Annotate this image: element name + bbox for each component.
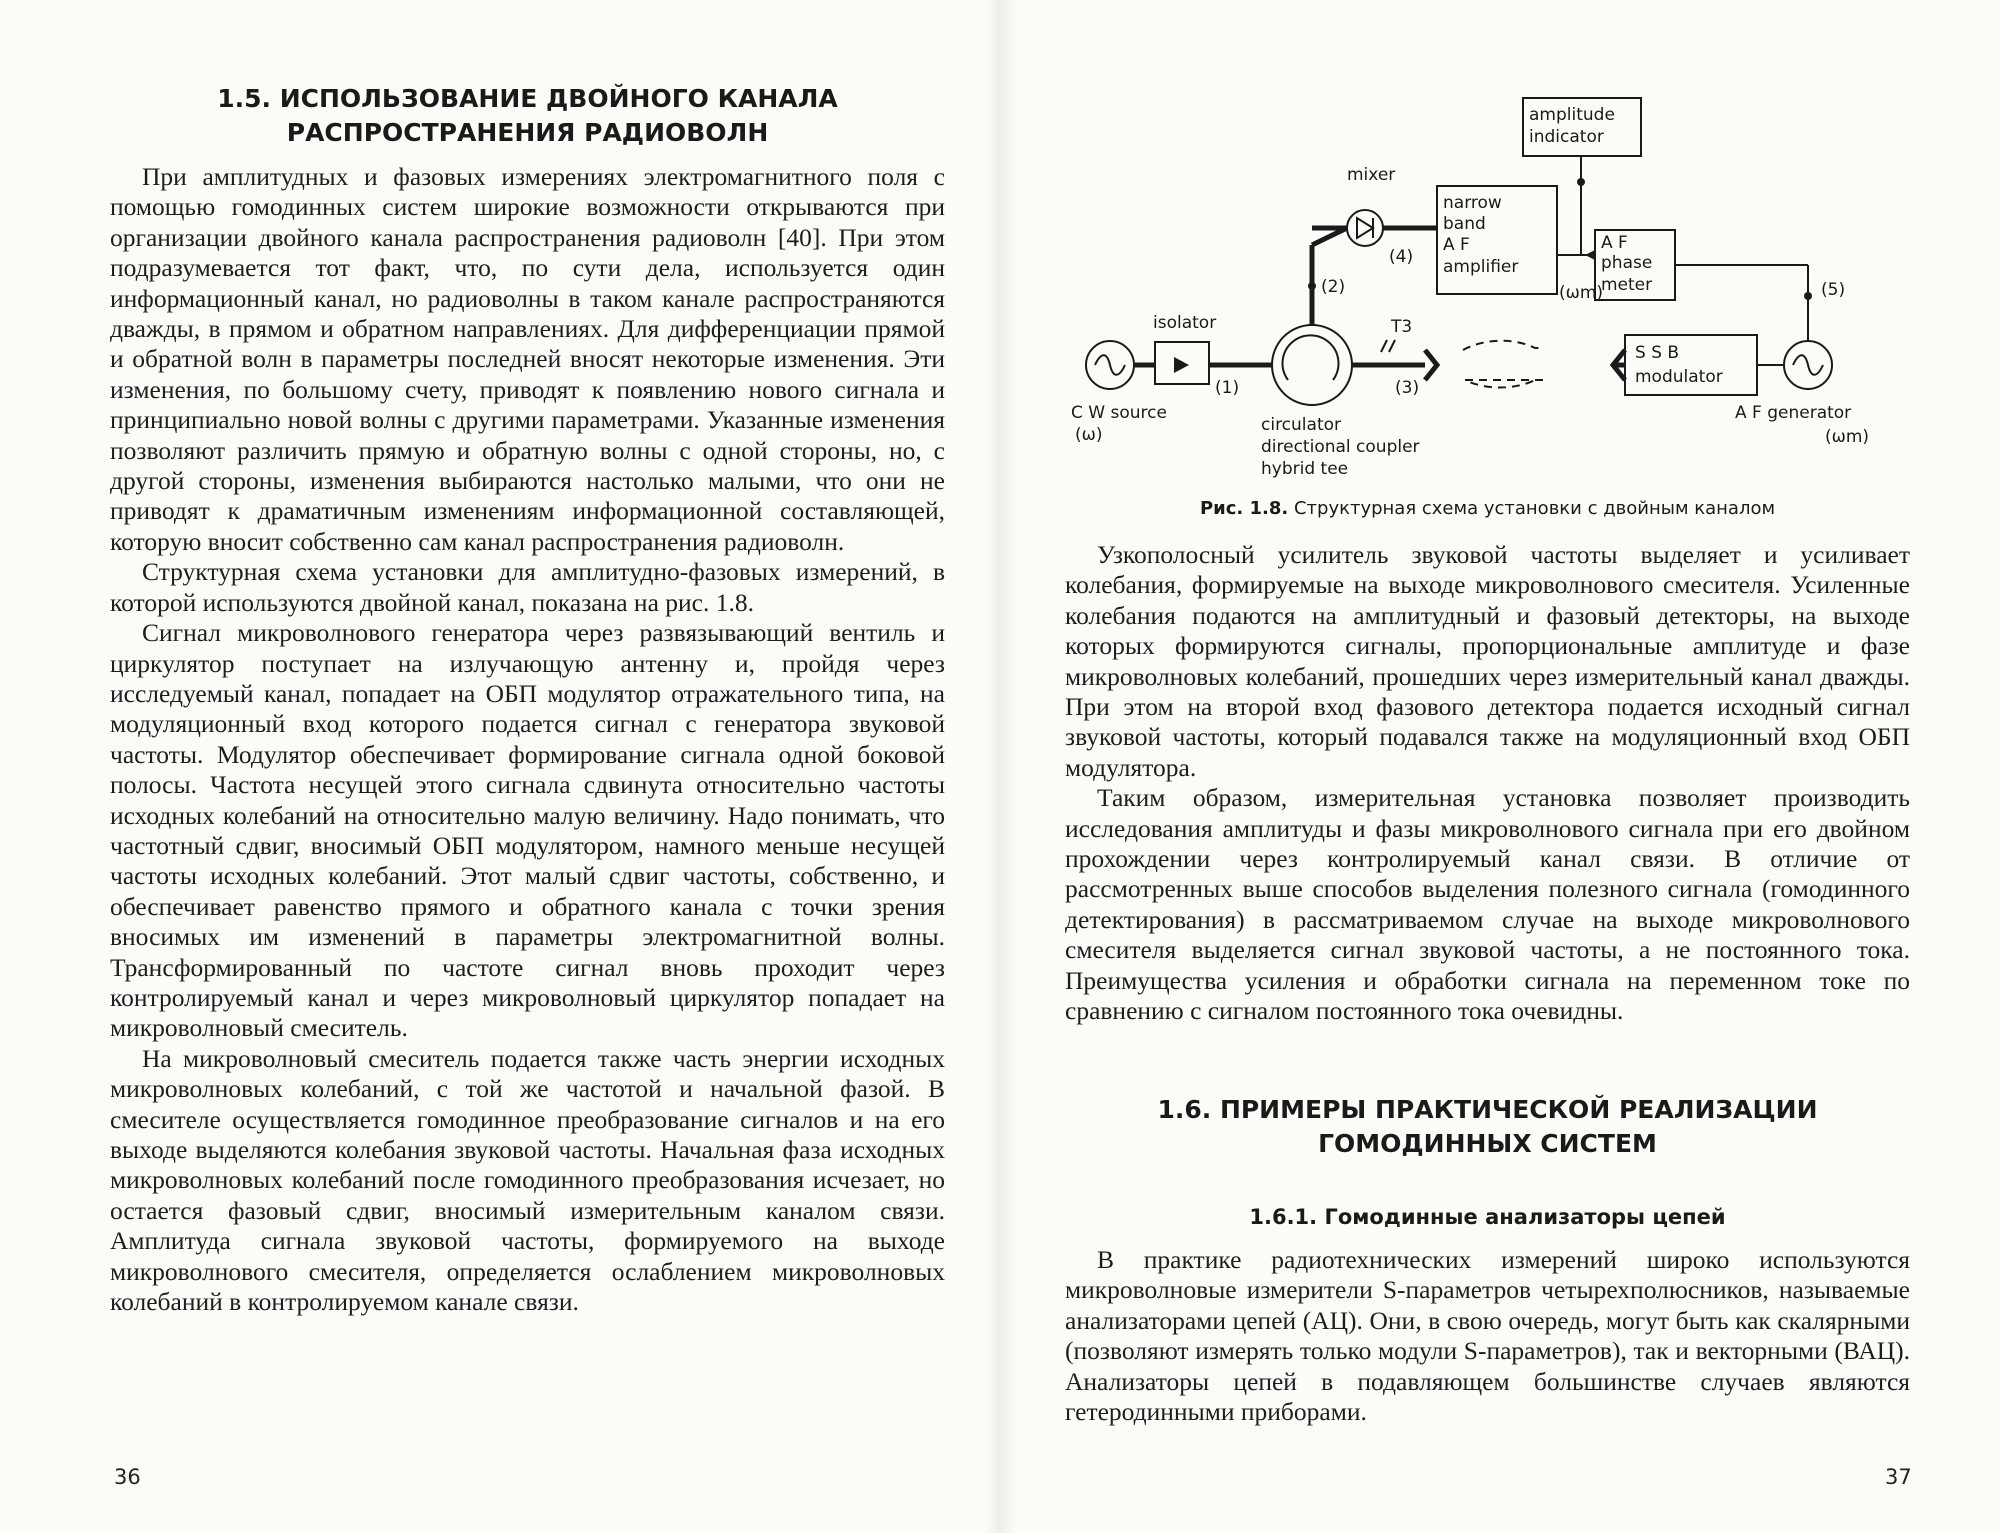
circulator-label-3: hybrid tee — [1261, 459, 1349, 479]
phase-meter-label-1: A F — [1601, 233, 1628, 253]
af-generator-freq-label: (ωm) — [1825, 427, 1870, 447]
paragraph: На микроволновый смеситель подается также часть энергии исходных микроволновых колебаний, с той же частотой и начальной фазой. В смесителе осуществляется гомодинное преобразование сигналов и на его выходе выделяются колебания звуковой частоты. Начальная фаза исходных микроволновых колебаний после гомодинного преобразования исчезает, но остается фазовый сдвиг, вносимый измерительным каналом связи. Амплитуда сигнала звуковой частоты, формируемого на выходе микроволнового смесителя, определяется ослаблением микроволновых колебаний в контролируемом канале связи. — [110, 1043, 945, 1317]
section-heading-1-5: 1.5. ИСПОЛЬЗОВАНИЕ ДВОЙНОГО КАНАЛА РАСПРОСТРАНЕНИЯ РАДИОВОЛН — [217, 84, 838, 147]
section-heading-1-6: 1.6. ПРИМЕРЫ ПРАКТИЧЕСКОЙ РЕАЛИЗАЦИИ ГОМОДИННЫХ СИСТЕМ — [1157, 1095, 1818, 1158]
paragraph: Сигнал микроволнового генератора через развязывающий вентиль и циркулятор поступает на излучающую антенну и, пройдя через исследуемый канал, попадает на ОБП модулятор отражательного типа, на модуляционный вход которого подается сигнал с генератора звуковой частоты. Модулятор обеспечивает формирование сигнала одной боковой полосы. Частота несущей этого сигнала сдвинута относительно частоты исходных колебаний на относительно малую величину. Надо понимать, что частотный сдвиг, вносимый ОБП модулятором, намного меньше несущей частоты исходных колебаний. Этот малый сдвиг частоты, собственно, и обеспечивает равенство прямого и обратного канала с точки зрения вносимых им изменений в параметры электромагнитной волны. Трансформированный по частоте сигнал вновь проходит через контролируемый канал и через микроволновый циркулятор попадает на микроволновый смеситель. — [110, 618, 945, 1043]
page-number-left: 36 — [114, 1465, 141, 1489]
figure-1-8-diagram — [1065, 80, 1910, 480]
paragraph: Узкополосный усилитель звуковой частоты выделяет и усиливает колебания, формируемые на выходе микроволнового смесителя. Усиленные колебания подаются на амплитудный и фазовый детекторы, на выходе которых формируются сигналы, пропорциональные амплитуде и фазе микроволновых колебаний, прошедших через измерительный канал дважды. При этом на второй вход фазового детектора подается исходный сигнал звуковой частоты, который подавался также на модуляционный вход ОБП модулятора. — [1065, 540, 1910, 782]
right-page — [1065, 0, 1910, 1533]
mixer-diode — [1357, 218, 1373, 238]
node-4-label: (4) — [1389, 247, 1414, 267]
af-generator-label: A F generator — [1735, 403, 1852, 423]
node-3-label: (3) — [1395, 378, 1420, 398]
narrow-band-label-1: narrow — [1443, 193, 1502, 213]
right-body-text — [1065, 540, 1910, 1027]
left-page — [110, 0, 945, 1533]
amplitude-indicator-label-2: indicator — [1529, 127, 1604, 147]
subsection-heading-1-6-1: 1.6.1. Гомодинные анализаторы цепей — [1249, 1205, 1726, 1229]
isolator-label: isolator — [1153, 313, 1217, 333]
phase-meter-label-3: meter — [1601, 275, 1653, 295]
paragraph: Структурная схема установки для амплитудно-фазовых измерений, в которой используются двойной канал, показана на рис. 1.8. — [110, 557, 945, 617]
omega-m-label: (ωm) — [1559, 283, 1604, 303]
amplitude-indicator-label-1: amplitude — [1529, 105, 1615, 125]
circulator-arrow — [1283, 335, 1339, 380]
node-5-label: (5) — [1821, 280, 1846, 300]
paragraph: В практике радиотехнических измерений широко используются микроволновые измерители S-параметров четырехполюсников, называемые анализаторами цепей (АЦ). Они, в свою очередь, могут быть как скалярными (позволяют измерять только модули S-параметров), так и векторными (ВАЦ). Анализаторы цепей в подавляющем большинстве случаев являются гетеродинными приборами. — [1065, 1245, 1910, 1427]
circulator-label-1: circulator — [1261, 415, 1342, 435]
narrow-band-label-3: A F — [1443, 235, 1470, 255]
mixer-circle — [1347, 210, 1383, 246]
circulator-label-2: directional coupler — [1261, 437, 1420, 457]
page-gutter — [985, 0, 1015, 1533]
ssb-label-1: S S B — [1635, 343, 1680, 363]
figure-caption-text: Структурная схема установки с двойным каналом — [1288, 498, 1776, 519]
page-number-right: 37 — [1885, 1465, 1912, 1489]
mixer-label: mixer — [1347, 165, 1396, 185]
ssb-label-2: modulator — [1635, 367, 1723, 387]
paragraph: Таким образом, измерительная установка позволяет производить исследования амплитуды и фазы микроволнового сигнала при его двойном прохождении через контролируемый канал связи. В отличие от рассмотренных выше способов выделения полезного сигнала (гомодинного детектирования) в рассматриваемом случае на выходе микроволнового смесителя выделяется сигнал звуковой частоты, а не постоянного тока. Преимущества усиления и обработки сигнала на переменном токе по сравнению с сигналом постоянного тока очевидны. — [1065, 783, 1910, 1026]
cw-source-label: C W source — [1071, 403, 1167, 423]
narrow-band-label-4: amplifier — [1443, 257, 1519, 277]
t3-label: T3 — [1391, 317, 1413, 337]
figure-caption-number: Рис. 1.8. — [1199, 498, 1289, 519]
node-2-label: (2) — [1321, 277, 1346, 297]
left-body-text — [110, 162, 945, 1317]
circulator-circle — [1272, 325, 1352, 405]
cw-source-wave — [1095, 355, 1125, 375]
node-1-label: (1) — [1215, 378, 1240, 398]
right-body-text-2 — [1065, 1245, 1910, 1427]
af-generator-wave — [1793, 355, 1823, 375]
narrow-band-label-2: band — [1443, 214, 1486, 234]
phase-meter-label-2: phase — [1601, 253, 1653, 273]
figure-caption — [1065, 498, 1910, 519]
paragraph: При амплитудных и фазовых измерениях электромагнитного поля с помощью гомодинных систем широкие возможности открываются при организации двойного канала распространения радиоволн [40]. При этом подразумевается тот факт, что, по сути дела, используется один информационный канал, но радиоволны в таком канале распространяются дважды, в прямом и обратном направлениях. Для дифференциации прямой и обратной волн в параметры последней вносят некоторые изменения. Эти изменения, по большому счету, приводят к появлению нового сигнала и принципиально новой волны с другими параметрами. Указанные изменения позволяют различить прямую и обратную волны с одной стороны, но, с другой стороны, изменения выбираются настолько малыми, что они не приводят к драматичным изменениям информационной составляющей, которую вносит собственно сам канал распространения радиоволн. — [110, 162, 945, 556]
cw-source-freq-label: (ω) — [1075, 425, 1103, 445]
